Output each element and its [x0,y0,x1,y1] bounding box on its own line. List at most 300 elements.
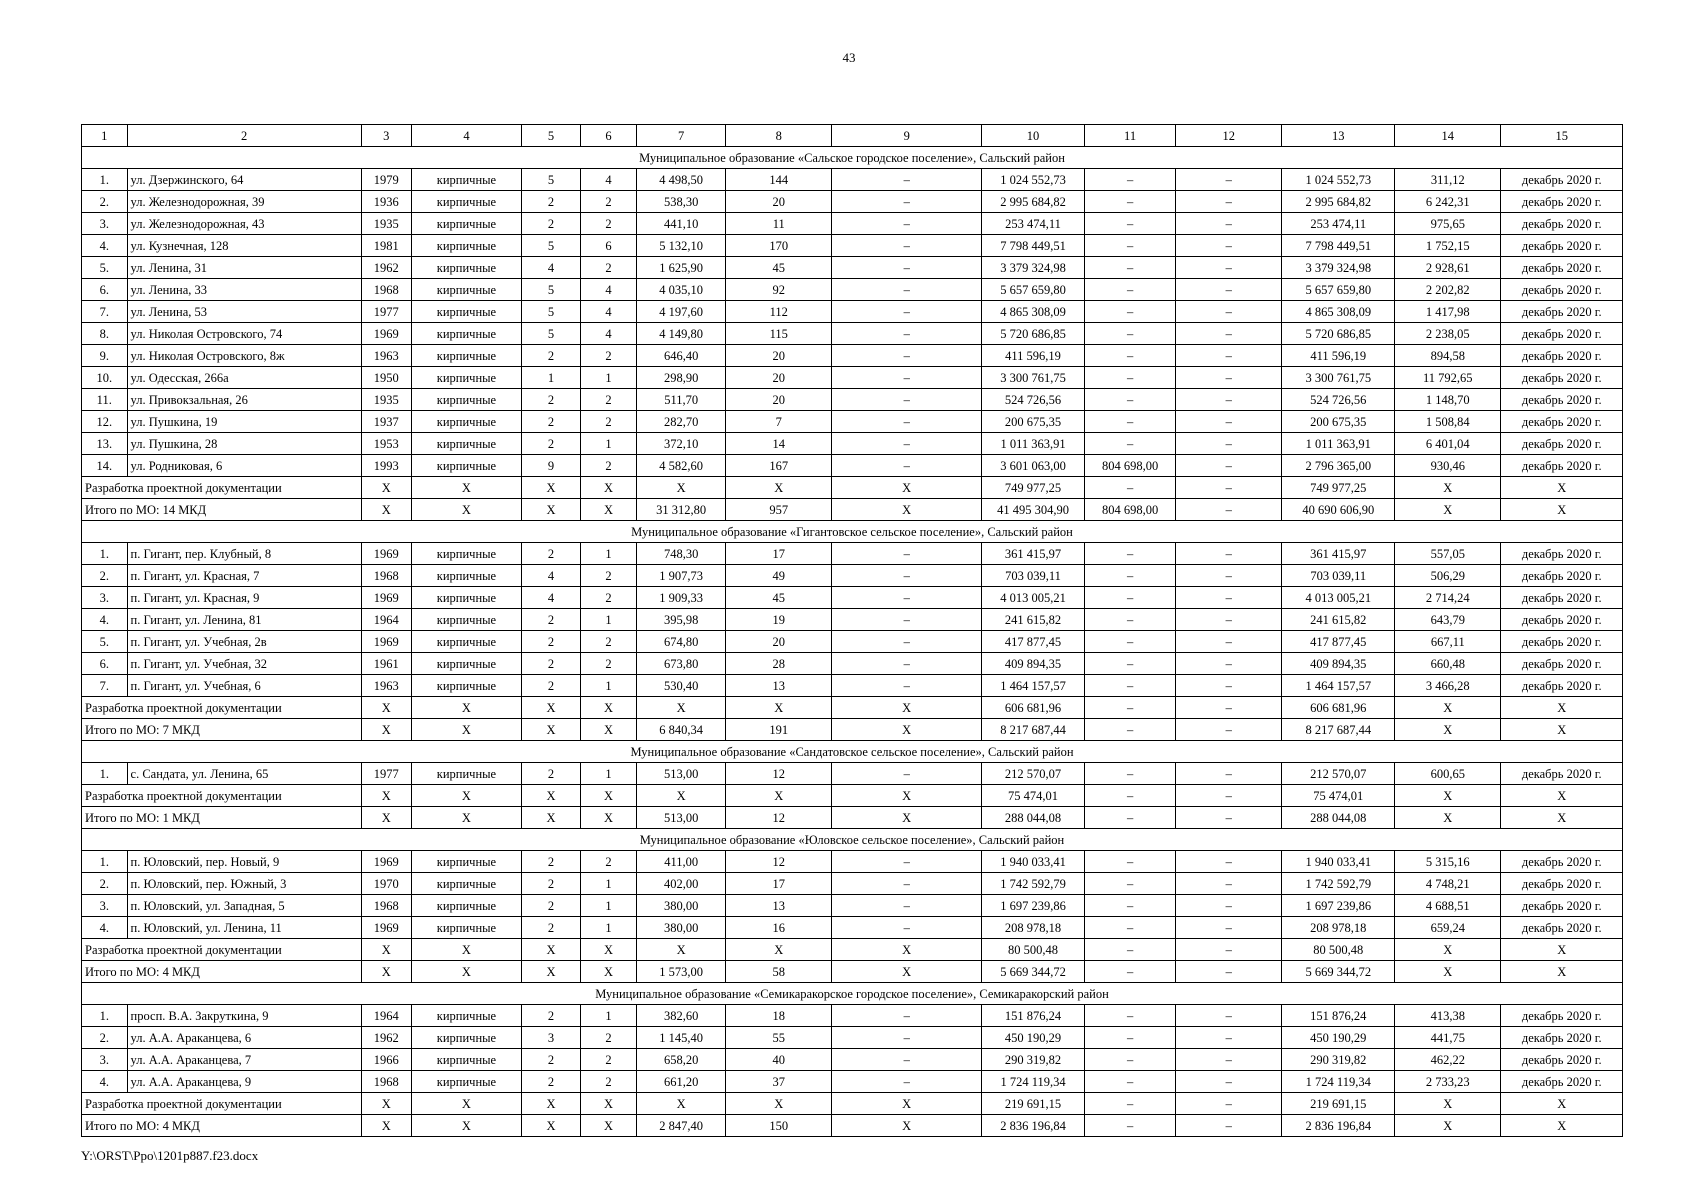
table-cell: 1977 [361,763,411,785]
table-cell: кирпичные [411,323,522,345]
table-cell: 1964 [361,609,411,631]
table-cell: 1969 [361,543,411,565]
table-cell: 1963 [361,675,411,697]
table-cell: 2 [522,653,581,675]
table-cell: – [1176,367,1282,389]
table-row [82,587,1623,609]
table-cell: 749 977,25 [1282,477,1395,499]
table-cell: X [726,697,832,719]
table-cell: X [637,939,726,961]
section-title-row [82,147,1623,169]
table-cell: 1 [522,367,581,389]
table-cell: 4 [522,257,581,279]
table-cell: 524 726,56 [1282,389,1395,411]
table-cell: 7. [82,301,128,323]
table-cell: – [1085,1093,1176,1115]
table-cell: – [832,895,982,917]
table-cell: 4 [522,587,581,609]
table-cell: кирпичные [411,675,522,697]
table-cell: 5 669 344,72 [982,961,1085,983]
table-cell: – [1176,1049,1282,1071]
table-cell: – [1176,961,1282,983]
summary-row [82,961,1623,983]
table-cell: 5 [522,235,581,257]
table-cell: декабрь 2020 г. [1501,213,1623,235]
table-cell: 1962 [361,257,411,279]
table-cell: 1977 [361,301,411,323]
table-cell: – [1176,389,1282,411]
table-cell: 151 876,24 [982,1005,1085,1027]
table-cell: 411 596,19 [1282,345,1395,367]
section-title-row [82,983,1623,1005]
table-cell: X [637,697,726,719]
table-cell: 7 [726,411,832,433]
table-cell: X [1501,1115,1623,1137]
table-cell: 2 836 196,84 [982,1115,1085,1137]
table-cell: X [361,785,411,807]
table-cell: кирпичные [411,279,522,301]
column-number-row [82,125,1623,147]
table-cell: 2 [580,587,636,609]
table-cell: 11. [82,389,128,411]
table-cell: X [1501,939,1623,961]
table-cell: п. Гигант, ул. Учебная, 2в [127,631,361,653]
table-cell: 200 675,35 [1282,411,1395,433]
table-cell: – [1085,939,1176,961]
table-cell: 40 690 606,90 [1282,499,1395,521]
table-cell: X [1395,939,1501,961]
table-cell: X [361,697,411,719]
table-cell: кирпичные [411,213,522,235]
column-number: 11 [1085,125,1176,147]
table-cell: ул. Железнодорожная, 39 [127,191,361,213]
table-cell: 1969 [361,631,411,653]
table-cell: 1936 [361,191,411,213]
table-cell: – [1085,675,1176,697]
table-cell: 253 474,11 [1282,213,1395,235]
table-cell: кирпичные [411,1071,522,1093]
table-cell: 11 792,65 [1395,367,1501,389]
summary-row [82,807,1623,829]
table-cell: кирпичные [411,917,522,939]
table-cell: – [1085,1027,1176,1049]
column-number: 8 [726,125,832,147]
table-cell: 2 [580,389,636,411]
table-row [82,675,1623,697]
table-cell: – [1176,587,1282,609]
table-cell: 75 474,01 [1282,785,1395,807]
section-title: Муниципальное образование «Сальское городское поселение», Сальский район [82,147,1623,169]
table-cell: X [1501,499,1623,521]
table-cell: – [1176,257,1282,279]
table-cell: 380,00 [637,895,726,917]
table-cell: 2 [522,389,581,411]
table-cell: 3 379 324,98 [1282,257,1395,279]
table-cell: 6 840,34 [637,719,726,741]
table-cell: 1 940 033,41 [1282,851,1395,873]
table-cell: декабрь 2020 г. [1501,323,1623,345]
table-cell: 4 197,60 [637,301,726,323]
table-cell: 1981 [361,235,411,257]
table-cell: кирпичные [411,257,522,279]
table-cell: 513,00 [637,807,726,829]
table-cell: п. Юловский, пер. Новый, 9 [127,851,361,873]
table-row [82,455,1623,477]
table-cell: – [832,433,982,455]
table-cell: ул. Одесская, 266а [127,367,361,389]
table-cell: декабрь 2020 г. [1501,191,1623,213]
table-cell: декабрь 2020 г. [1501,301,1623,323]
table-cell: X [361,477,411,499]
table-cell: 1 011 363,91 [1282,433,1395,455]
table-cell: – [1176,697,1282,719]
table-cell: X [1395,961,1501,983]
table-cell: 1 909,33 [637,587,726,609]
table-cell: 748,30 [637,543,726,565]
table-cell: 1 417,98 [1395,301,1501,323]
table-cell: – [1176,279,1282,301]
table-cell: ул. Пушкина, 19 [127,411,361,433]
table-cell: 6 242,31 [1395,191,1501,213]
table-cell: 45 [726,587,832,609]
table-cell: 3. [82,587,128,609]
table-cell: X [411,939,522,961]
table-cell: 2 [522,631,581,653]
table-cell: 31 312,80 [637,499,726,521]
table-cell: X [522,477,581,499]
table-cell: – [1176,345,1282,367]
table-cell: 2 [522,763,581,785]
table-cell: ул. Дзержинского, 64 [127,169,361,191]
table-cell: 2 [580,191,636,213]
table-cell: 1 [580,609,636,631]
summary-label: Итого по МО: 4 МКД [82,961,362,983]
column-number: 1 [82,125,128,147]
table-cell: – [1085,653,1176,675]
table-cell: 11 [726,213,832,235]
table-cell: 2 [580,213,636,235]
file-path: Y:\ORST\Ppo\1201p887.f23.docx [81,1148,259,1163]
table-cell: – [1176,213,1282,235]
summary-label: Итого по МО: 14 МКД [82,499,362,521]
table-cell: 703 039,11 [1282,565,1395,587]
table-cell: 2 238,05 [1395,323,1501,345]
table-cell: 2 [522,411,581,433]
table-cell: 382,60 [637,1005,726,1027]
table-cell: 511,70 [637,389,726,411]
table-cell: 1 625,90 [637,257,726,279]
table-cell: – [832,873,982,895]
table-cell: 4 [522,565,581,587]
table-cell: 2 [580,653,636,675]
table-cell: 661,20 [637,1071,726,1093]
table-cell: кирпичные [411,301,522,323]
table-cell: X [361,961,411,983]
table-row [82,169,1623,191]
summary-label: Разработка проектной документации [82,477,362,499]
table-row [82,257,1623,279]
table-cell: – [1085,851,1176,873]
table-cell: 2 [522,1071,581,1093]
table-row [82,345,1623,367]
table-cell: 7. [82,675,128,697]
table-cell: 5 [522,169,581,191]
table-cell: – [832,587,982,609]
table-cell: 513,00 [637,763,726,785]
table-cell: – [832,235,982,257]
table-cell: 1 [580,543,636,565]
table-cell: – [1085,719,1176,741]
table-cell: декабрь 2020 г. [1501,631,1623,653]
table-cell: 49 [726,565,832,587]
table-cell: 1963 [361,345,411,367]
table-cell: ул. Кузнечная, 128 [127,235,361,257]
table-cell: декабрь 2020 г. [1501,389,1623,411]
table-cell: п. Гигант, ул. Ленина, 81 [127,609,361,631]
table-cell: 5 [522,323,581,345]
table-cell: декабрь 2020 г. [1501,411,1623,433]
table-cell: – [832,367,982,389]
table-cell: кирпичные [411,235,522,257]
table-row [82,1049,1623,1071]
table-cell: – [1176,1027,1282,1049]
table-cell: 1. [82,169,128,191]
table-cell: 212 570,07 [982,763,1085,785]
table-cell: 600,65 [1395,763,1501,785]
table-cell: – [1085,1115,1176,1137]
table-cell: декабрь 2020 г. [1501,675,1623,697]
table-cell: – [1085,213,1176,235]
table-cell: п. Юловский, пер. Южный, 3 [127,873,361,895]
table-cell: 75 474,01 [982,785,1085,807]
table-cell: – [1176,763,1282,785]
table-cell: кирпичные [411,763,522,785]
table-cell: – [832,301,982,323]
table-cell: X [832,1115,982,1137]
table-cell: X [411,785,522,807]
table-cell: декабрь 2020 г. [1501,609,1623,631]
table-cell: – [1085,235,1176,257]
table-cell: – [832,675,982,697]
table-cell: 417 877,45 [1282,631,1395,653]
table-cell: X [522,719,581,741]
table-cell: 530,40 [637,675,726,697]
table-cell: 4 582,60 [637,455,726,477]
table-cell: 219 691,15 [1282,1093,1395,1115]
table-cell: п. Гигант, ул. Учебная, 32 [127,653,361,675]
table-cell: 12 [726,851,832,873]
section-title-row [82,741,1623,763]
table-cell: 1 724 119,34 [982,1071,1085,1093]
table-cell: 4. [82,917,128,939]
table-cell: декабрь 2020 г. [1501,257,1623,279]
table-row [82,235,1623,257]
table-cell: 5 132,10 [637,235,726,257]
summary-label: Разработка проектной документации [82,1093,362,1115]
table-cell: декабрь 2020 г. [1501,763,1623,785]
table-cell: 2 [580,411,636,433]
summary-label: Разработка проектной документации [82,785,362,807]
table-cell: X [1395,719,1501,741]
table-cell: декабрь 2020 г. [1501,543,1623,565]
table-cell: 2 714,24 [1395,587,1501,609]
table-cell: 2 995 684,82 [1282,191,1395,213]
table-row [82,433,1623,455]
table-cell: декабрь 2020 г. [1501,169,1623,191]
table-cell: X [580,719,636,741]
table-cell: ул. А.А. Араканцева, 9 [127,1071,361,1093]
table-cell: – [832,455,982,477]
table-cell: 4. [82,235,128,257]
table-cell: 5 720 686,85 [982,323,1085,345]
table-row [82,1027,1623,1049]
table-cell: 7 798 449,51 [982,235,1085,257]
column-number: 6 [580,125,636,147]
table-cell: 1 742 592,79 [982,873,1085,895]
table-cell: 55 [726,1027,832,1049]
table-cell: – [1085,345,1176,367]
table-cell: – [1176,1071,1282,1093]
table-cell: кирпичные [411,411,522,433]
table-cell: 1 [580,675,636,697]
table-cell: 1969 [361,851,411,873]
table-cell: X [1395,807,1501,829]
summary-label: Разработка проектной документации [82,939,362,961]
table-cell: п. Гигант, ул. Учебная, 6 [127,675,361,697]
table-cell: – [832,389,982,411]
table-cell: – [1085,433,1176,455]
table-cell: декабрь 2020 г. [1501,1027,1623,1049]
table-cell: 1935 [361,389,411,411]
table-cell: 395,98 [637,609,726,631]
summary-label: Итого по МО: 7 МКД [82,719,362,741]
table-cell: 2 [522,345,581,367]
table-cell: кирпичные [411,1027,522,1049]
table-cell: 8 217 687,44 [1282,719,1395,741]
table-cell: 409 894,35 [982,653,1085,675]
table-cell: 2 796 365,00 [1282,455,1395,477]
table-cell: 2 [522,895,581,917]
table-cell: просп. В.А. Закруткина, 9 [127,1005,361,1027]
table-cell: – [1176,895,1282,917]
table-cell: 5 [522,279,581,301]
table-cell: – [1085,1005,1176,1027]
table-cell: X [411,1115,522,1137]
table-cell: 41 495 304,90 [982,499,1085,521]
table-cell: X [1501,785,1623,807]
table-cell: 298,90 [637,367,726,389]
summary-label: Итого по МО: 1 МКД [82,807,362,829]
table-cell: X [361,499,411,521]
table-cell: 167 [726,455,832,477]
table-row [82,851,1623,873]
table-cell: 1953 [361,433,411,455]
table-cell: 4 [580,323,636,345]
table-cell: 462,22 [1395,1049,1501,1071]
table-cell: декабрь 2020 г. [1501,455,1623,477]
table-cell: 2 [580,851,636,873]
table-cell: – [832,1071,982,1093]
table-cell: X [832,1093,982,1115]
table-cell: кирпичные [411,455,522,477]
table-cell: X [522,939,581,961]
table-cell: ул. Железнодорожная, 43 [127,213,361,235]
table-cell: 2 [522,433,581,455]
table-row [82,191,1623,213]
table-cell: 1935 [361,213,411,235]
table-cell: 5 657 659,80 [982,279,1085,301]
table-cell: X [1501,477,1623,499]
table-cell: X [361,1093,411,1115]
table-cell: 191 [726,719,832,741]
table-cell: X [522,1115,581,1137]
table-cell: X [580,785,636,807]
table-cell: 1969 [361,323,411,345]
table-cell: – [1176,411,1282,433]
table-cell: 380,00 [637,917,726,939]
table-cell: X [832,939,982,961]
table-row [82,389,1623,411]
table-cell: 2 202,82 [1395,279,1501,301]
table-cell: X [580,961,636,983]
table-cell: ул. Ленина, 31 [127,257,361,279]
table-cell: 1 145,40 [637,1027,726,1049]
summary-row [82,785,1623,807]
table-cell: 6. [82,653,128,675]
column-number: 10 [982,125,1085,147]
table-cell: кирпичные [411,191,522,213]
table-cell: ул. Николая Островского, 74 [127,323,361,345]
table-cell: X [411,719,522,741]
table-cell: кирпичные [411,851,522,873]
table-cell: – [1085,1071,1176,1093]
table-cell: ул. Ленина, 53 [127,301,361,323]
table-cell: X [1395,697,1501,719]
table-cell: X [522,1093,581,1115]
table-cell: 1 024 552,73 [982,169,1085,191]
table-cell: 3 300 761,75 [1282,367,1395,389]
table-cell: 150 [726,1115,832,1137]
table-cell: X [832,719,982,741]
table-cell: – [1085,323,1176,345]
table-cell: 1 [580,1005,636,1027]
table-cell: п. Гигант, пер. Клубный, 8 [127,543,361,565]
table-cell: 1979 [361,169,411,191]
table-cell: – [832,609,982,631]
table-cell: X [411,477,522,499]
table-cell: – [1085,1049,1176,1071]
table-cell: 12. [82,411,128,433]
table-cell: 290 319,82 [1282,1049,1395,1071]
table-cell: ул. Николая Островского, 8ж [127,345,361,367]
table-cell: 894,58 [1395,345,1501,367]
summary-row [82,719,1623,741]
table-cell: X [726,785,832,807]
table-cell: 37 [726,1071,832,1093]
table-cell: 1937 [361,411,411,433]
table-cell: X [1395,499,1501,521]
table-cell: – [1176,191,1282,213]
table-cell: кирпичные [411,169,522,191]
table-cell: 1993 [361,455,411,477]
table-cell: – [832,543,982,565]
column-number: 3 [361,125,411,147]
table-cell: декабрь 2020 г. [1501,433,1623,455]
table-cell: 2 [522,1005,581,1027]
table-cell: 4. [82,1071,128,1093]
table-cell: 1 464 157,57 [1282,675,1395,697]
table-cell: 2 [580,1049,636,1071]
